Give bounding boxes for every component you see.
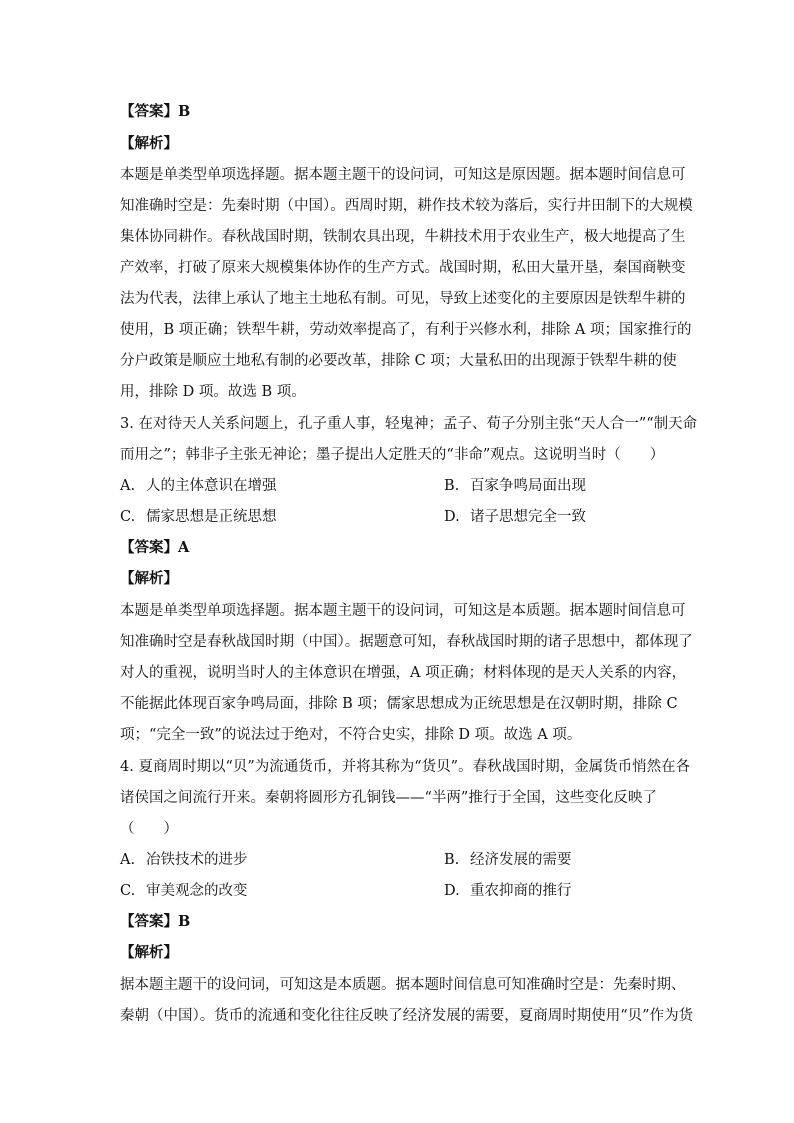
analysis-label: 【解析】 xyxy=(120,135,178,152)
analysis-line: 秦朝（中国）。货币的流通和变化往往反映了经济发展的需要，夏商周时期使用“贝”作为货 xyxy=(120,1008,694,1024)
question-stem-line: 3. 在对待天人关系问题上，孔子重人事，轻鬼神；孟子、荀子分别主张“天人合一”“制天命 xyxy=(120,416,698,432)
analysis-label: 【解析】 xyxy=(120,944,178,961)
analysis-line: 使用，B 项正确；铁犁牛耕，劳动效率提高了，有利于兴修水利，排除 A 项；国家推行的 xyxy=(120,322,692,338)
analysis-line: 不能据此体现百家争鸣局面，排除 B 项；儒家思想成为正统思想是在汉朝时期，排除 C xyxy=(120,696,678,712)
question-stem-line: 而用之”；韩非子主张无神论；墨子提出人定胜天的“非命”观点。这说明当时（ ） xyxy=(120,447,665,463)
analysis-label: 【解析】 xyxy=(120,570,178,587)
analysis-line: 据本题主题干的设问词，可知这是本质题。据本题时间信息可知准确时空是：先秦时期、 xyxy=(120,977,686,993)
option-c: C. 审美观念的改变 xyxy=(120,883,248,899)
answer-label: 【答案】B xyxy=(120,913,191,930)
option-a: A. 冶铁技术的进步 xyxy=(120,852,248,868)
analysis-line: 知准确时空是：先秦时期（中国）。西周时期，耕作技术较为落后，实行井田制下的大规模 xyxy=(120,198,693,214)
option-d: D. 重农抑商的推行 xyxy=(444,883,572,899)
answer-label: 【答案】B xyxy=(120,103,191,120)
analysis-line: 本题是单类型单项选择题。据本题主题干的设问词，可知这是原因题。据本题时间信息可 xyxy=(120,167,686,183)
option-b: B. 经济发展的需要 xyxy=(444,852,572,868)
answer-label: 【答案】A xyxy=(120,539,190,556)
analysis-line: 对人的重视，说明当时人的主体意识在增强，A 项正确；材料体现的是天人关系的内容， xyxy=(120,665,687,681)
question-stem-line: （ ） xyxy=(120,821,178,837)
analysis-line: 分户政策是顺应土地私有制的必要改革，排除 C 项；大量私田的出现源于铁犁牛耕的使 xyxy=(120,353,677,369)
option-d: D. 诸子思想完全一致 xyxy=(444,509,586,525)
question-stem-line: 诸侯国之间流行开来。秦朝将圆形方孔铜钱——“半两”推行于全国，这些变化反映了 xyxy=(120,790,657,806)
analysis-line: 法为代表，法律上承认了地主土地私有制。可见，导致上述变化的主要原因是铁犁牛耕的 xyxy=(120,291,686,307)
analysis-line: 项；“完全一致”的说法过于绝对，不符合史实，排除 D 项。故选 A 项。 xyxy=(120,727,582,743)
analysis-line: 知准确时空是春秋战国时期（中国）。据题意可知，春秋战国时期的诸子思想中，都体现了 xyxy=(120,634,693,650)
analysis-line: 产效率，打破了原来大规模集体协作的生产方式。战国时期，私田大量开垦，秦国商鞅变 xyxy=(120,260,686,276)
analysis-line: 用，排除 D 项。故选 B 项。 xyxy=(120,384,306,400)
analysis-line: 本题是单类型单项选择题。据本题主题干的设问词，可知这是本质题。据本题时间信息可 xyxy=(120,603,686,619)
option-b: B. 百家争鸣局面出现 xyxy=(444,478,586,494)
analysis-line: 集体协同耕作。春秋战国时期，铁制农具出现，牛耕技术用于农业生产，极大地提高了生 xyxy=(120,229,686,245)
option-a: A. 人的主体意识在增强 xyxy=(120,478,277,494)
question-stem-line: 4. 夏商周时期以“贝”为流通货币，并将其称为“货贝”。春秋战国时期，金属货币悄然在各 xyxy=(120,759,691,775)
option-c: C. 儒家思想是正统思想 xyxy=(120,509,277,525)
